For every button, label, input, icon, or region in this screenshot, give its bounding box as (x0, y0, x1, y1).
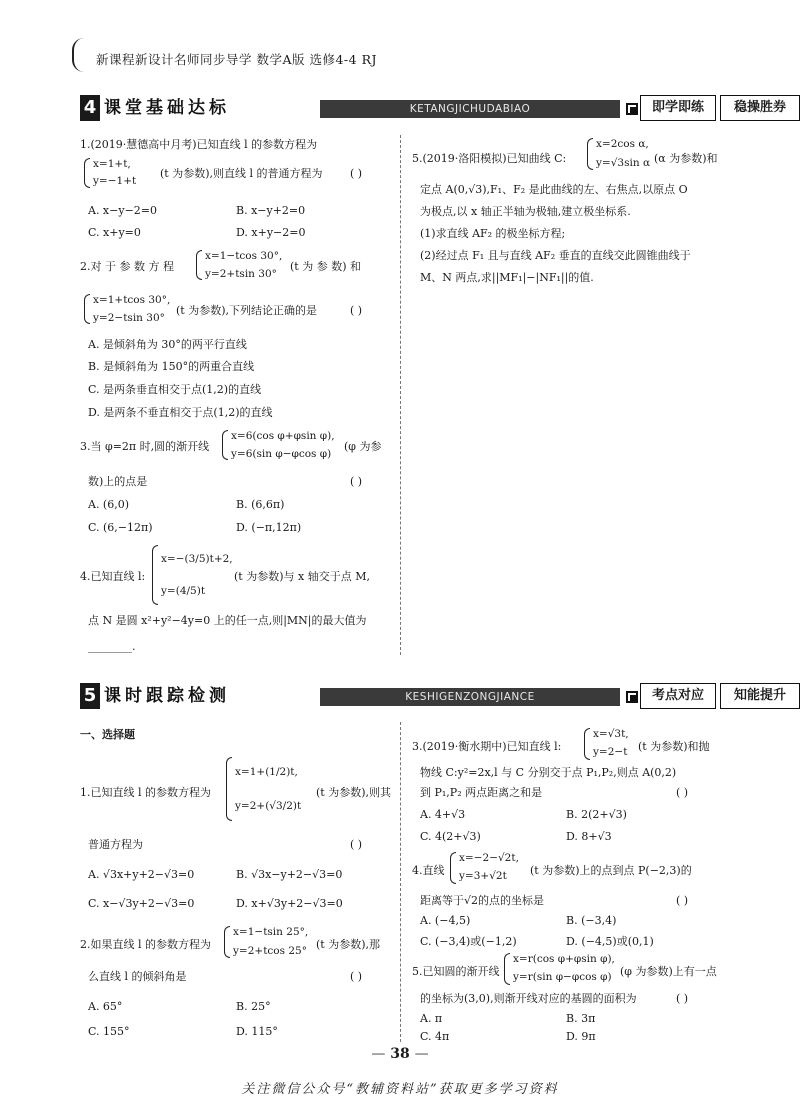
option-a: A. π (420, 1012, 443, 1025)
option-d: D. (−4,5)或(0,1) (566, 935, 654, 948)
option-a: A. 65° (88, 1000, 123, 1013)
s5-q5-eq1: x=r(cos φ+φsin φ), (513, 953, 615, 965)
brace (196, 250, 202, 280)
section-banner-5 (80, 683, 786, 709)
s5-q3-eq1: x=√3t, (593, 728, 629, 740)
s5-q4-line2: 距离等于√2的点的坐标是 (420, 894, 545, 907)
page-dash-left: — (371, 1046, 386, 1062)
banner-pinyin-stripe: KESHIGENZONGJIANCE (320, 688, 620, 706)
s5-q5-eq2: y=r(sin φ−φcos φ) (513, 971, 612, 983)
option-c: C. 4(2+√3) (420, 830, 481, 843)
option-b: B. 是倾斜角为 150°的两重合直线 (88, 360, 255, 373)
banner-tag-2: 稳操胜券 (720, 95, 800, 121)
section-heading-choice: 一、选择题 (80, 728, 135, 741)
s5-q4-eq2: y=3+√2t (459, 870, 507, 882)
s4-q2-mid: (t 为 参 数) 和 (290, 260, 361, 273)
page-number (360, 1046, 440, 1064)
banner-title: 课堂基础达标 (104, 98, 230, 118)
option-d: D. 8+√3 (566, 830, 612, 843)
s5-q1-tail: (t 为参数),则其 (316, 786, 391, 799)
option-a: A. (6,0) (88, 498, 130, 511)
brace (84, 294, 90, 324)
s4-q5-line4: (1)求直线 AF₂ 的极坐标方程; (420, 227, 566, 240)
s5-q5-tail: (φ 为参数)上有一点 (620, 965, 717, 978)
answer-paren: ( ) (350, 475, 363, 488)
brace (224, 926, 230, 958)
column-divider-bottom (400, 722, 401, 1042)
banner-title: 课时跟踪检测 (104, 686, 230, 706)
s4-q2-eqA1: x=1−tcos 30°, (205, 250, 283, 262)
option-c: C. (−3,4)或(−1,2) (420, 935, 517, 948)
banner-tag-1: 考点对应 (640, 683, 716, 709)
s4-q3-stem: 3.当 φ=2π 时,圆的渐开线 (80, 440, 210, 453)
option-a: A. 4+√3 (420, 808, 466, 821)
s4-q4-line2: 点 N 是圆 x²+y²−4y=0 上的任一点,则|MN|的最大值为 (88, 614, 367, 627)
option-c: C. x−√3y+2−√3=0 (88, 897, 195, 910)
banner-number: 5 (80, 683, 100, 709)
s5-q5-stem: 5.已知圆的渐开线 (412, 965, 500, 978)
brace (504, 953, 510, 985)
option-c: C. x+y=0 (88, 226, 141, 239)
option-d: D. 9π (566, 1030, 596, 1043)
s5-q2-line2: 么直线 l 的倾斜角是 (88, 970, 187, 983)
s4-q5-line5: (2)经过点 F₁ 且与直线 AF₂ 垂直的直线交此圆锥曲线于 (420, 249, 691, 262)
s5-q2-stem: 2.如果直线 l 的参数方程为 (80, 938, 212, 951)
brace (84, 158, 90, 188)
s4-q2-eqB1: x=1+tcos 30°, (93, 294, 171, 306)
answer-blank: ________. (88, 640, 136, 653)
square-bullet-icon (626, 691, 638, 703)
brace (152, 545, 158, 605)
s5-q1-line2: 普通方程为 (88, 838, 143, 851)
option-d: D. 是两条不垂直相交于点(1,2)的直线 (88, 406, 273, 419)
s4-q1-eq1: x=1+t, (93, 158, 131, 170)
s5-q1-eq1: x=1+(1/2)t, (235, 766, 298, 778)
s4-q5-line3: 为极点,以 x 轴正半轴为极轴,建立极坐标系. (420, 205, 631, 218)
brace (226, 757, 232, 821)
brace (450, 852, 456, 884)
header-bracket-decoration (72, 38, 86, 72)
answer-paren: ( ) (676, 992, 689, 1005)
brace (587, 138, 593, 170)
option-a: A. (−4,5) (420, 914, 471, 927)
s4-q2-eqA2: y=2+tsin 30° (205, 268, 277, 280)
s5-q1-eq2: y=2+(√3/2)t (235, 800, 302, 812)
option-b: B. (−3,4) (566, 914, 617, 927)
s5-q4-eq1: x=−2−√2t, (459, 852, 519, 864)
s4-q4-eq2: y=(4/5)t (161, 585, 206, 597)
s5-q2-tail: (t 为参数),那 (316, 938, 380, 951)
option-a: A. √3x+y+2−√3=0 (88, 868, 195, 881)
option-b: B. 25° (236, 1000, 271, 1013)
s5-q4-tail: (t 为参数)上的点到点 P(−2,3)的 (530, 864, 692, 877)
section-banner-4 (80, 95, 786, 121)
option-d: D. (−π,12π) (236, 521, 302, 534)
option-b: B. 2(2+√3) (566, 808, 627, 821)
s4-q1-eq2: y=−1+t (93, 175, 137, 187)
s5-q3-line3: 到 P₁,P₂ 两点距离之和是 (420, 786, 543, 799)
banner-tag-2: 知能提升 (720, 683, 800, 709)
answer-paren: ( ) (350, 304, 363, 317)
s4-q4-eq1: x=−(3/5)t+2, (161, 553, 233, 565)
option-b: B. (6,6π) (236, 498, 285, 511)
s4-q3-line2: 数)上的点是 (88, 475, 148, 488)
option-b: B. 3π (566, 1012, 596, 1025)
s4-q5-stem: 5.(2019·洛阳模拟)已知曲线 C: (412, 152, 567, 165)
s5-q2-eq2: y=2+tcos 25° (233, 945, 307, 957)
s5-q2-eq1: x=1−tsin 25°, (233, 926, 309, 938)
s5-q3-line2: 物线 C:y²=2x,l 与 C 分别交于点 P₁,P₂,则点 A(0,2) (420, 766, 677, 779)
s4-q2-tail: (t 为参数),下列结论正确的是 (176, 304, 317, 317)
option-d: D. x+√3y+2−√3=0 (236, 897, 343, 910)
option-c: C. (6,−12π) (88, 521, 153, 534)
page-dash-right: — (414, 1046, 429, 1062)
s4-q5-tail: (α 为参数)和 (654, 152, 718, 165)
banner-number: 4 (80, 95, 100, 121)
option-c: C. 是两条垂直相交于点(1,2)的直线 (88, 383, 262, 396)
option-c: C. 155° (88, 1025, 130, 1038)
s4-q5-line2: 定点 A(0,√3),F₁、F₂ 是此曲线的左、右焦点,以原点 O (420, 183, 688, 196)
s4-q4-stem: 4.已知直线 l: (80, 570, 146, 583)
brace (584, 728, 590, 760)
s4-q1-tail: (t 为参数),则直线 l 的普通方程为 (160, 167, 323, 180)
answer-paren: ( ) (350, 970, 363, 983)
s5-q3-tail: (t 为参数)和抛 (638, 740, 710, 753)
s4-q3-eq2: y=6(sin φ−φcos φ) (231, 448, 332, 460)
s4-q2-eqB2: y=2−tsin 30° (93, 312, 165, 324)
answer-paren: ( ) (350, 167, 363, 180)
running-header: 新课程新设计名师同步导学 数学A版 选修4-4 RJ (96, 52, 378, 67)
s4-q5-eq2: y=√3sin α (596, 157, 651, 169)
s5-q3-eq2: y=2−t (593, 746, 628, 758)
answer-paren: ( ) (676, 786, 689, 799)
s4-q1-stem: 1.(2019·慧德高中月考)已知直线 l 的参数方程为 (80, 138, 318, 151)
banner-tag-1: 即学即练 (640, 95, 716, 121)
s4-q4-tail: (t 为参数)与 x 轴交于点 M, (234, 570, 370, 583)
s4-q5-eq1: x=2cos α, (596, 138, 649, 150)
page-number-value: 38 (390, 1046, 410, 1062)
s5-q5-line2: 的坐标为(3,0),则渐开线对应的基圆的面积为 (420, 992, 637, 1005)
option-b: B. √3x−y+2−√3=0 (236, 868, 343, 881)
option-c: C. 4π (420, 1030, 450, 1043)
s4-q3-eq1: x=6(cos φ+φsin φ), (231, 430, 335, 442)
answer-paren: ( ) (350, 838, 363, 851)
option-a: A. x−y−2=0 (88, 204, 158, 217)
footer-notice: 关注微信公众号“教辅资料站”获取更多学习资料 (241, 1082, 559, 1097)
s5-q4-stem: 4.直线 (412, 864, 445, 877)
option-d: D. 115° (236, 1025, 278, 1038)
column-divider-top (400, 135, 401, 655)
s5-q1-stem: 1.已知直线 l 的参数方程为 (80, 786, 212, 799)
s4-q2-stem: 2.对 于 参 数 方 程 (80, 260, 174, 273)
option-a: A. 是倾斜角为 30°的两平行直线 (88, 338, 247, 351)
answer-paren: ( ) (676, 894, 689, 907)
brace (222, 430, 228, 460)
square-bullet-icon (626, 103, 638, 115)
s5-q3-stem: 3.(2019·衡水期中)已知直线 l: (412, 740, 562, 753)
option-d: D. x+y−2=0 (236, 226, 306, 239)
option-b: B. x−y+2=0 (236, 204, 306, 217)
banner-pinyin-stripe: KETANGJICHUDABIAO (320, 100, 620, 118)
s4-q5-line6: M、N 两点,求||MF₁|−|NF₁||的值. (420, 271, 594, 284)
s4-q3-tail: (φ 为参 (344, 440, 382, 453)
